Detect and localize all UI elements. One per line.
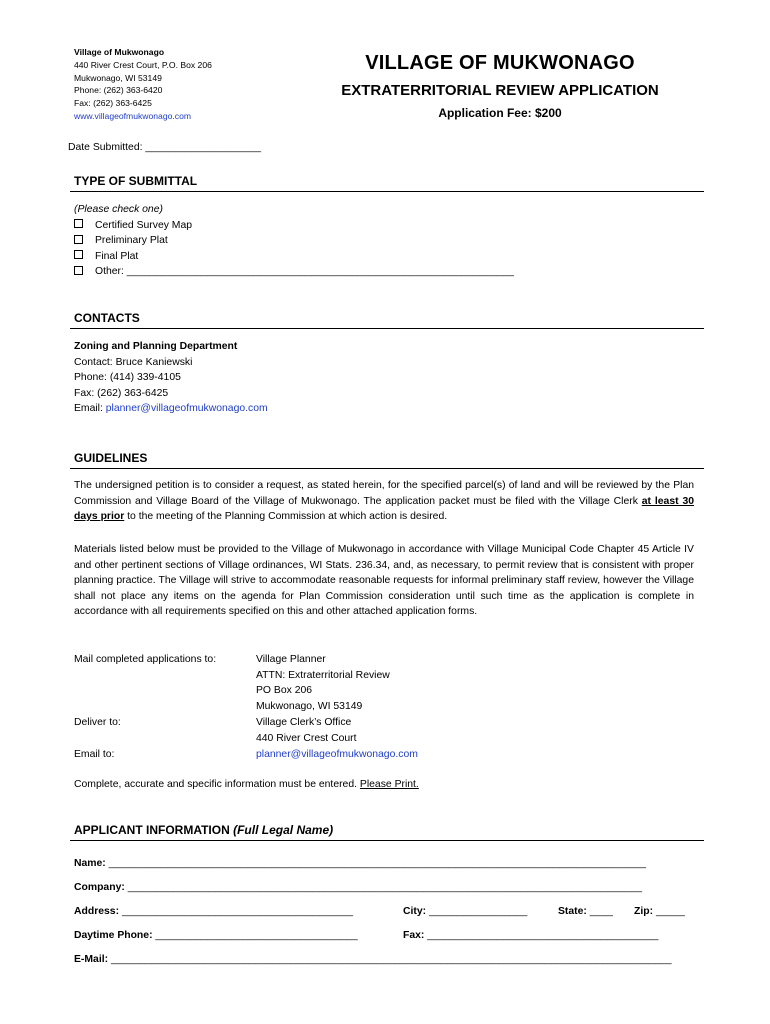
applicant-info-heading: APPLICANT INFORMATION (Full Legal Name) — [70, 823, 704, 841]
deliver-label: Deliver to: — [74, 717, 121, 728]
option-preliminary-plat[interactable]: Preliminary Plat — [74, 233, 514, 249]
print-instruction: Complete, accurate and specific information must be entered. Please Print. — [74, 779, 419, 790]
page-subtitle: EXTRATERRITORIAL REVIEW APPLICATION — [341, 82, 659, 99]
contact-email-link[interactable]: planner@villageofmukwonago.com — [105, 403, 268, 414]
daytime-phone-field[interactable]: Daytime Phone: ___________________________________ — [74, 930, 358, 941]
deadline-emphasis: at least 30 days prior — [74, 495, 695, 523]
date-submitted-field[interactable]: Date Submitted: ____________________ — [68, 142, 261, 153]
page-title: VILLAGE OF MUKWONAGO — [365, 52, 635, 74]
city-field[interactable]: City: _________________ — [403, 906, 528, 917]
guidelines-heading: GUIDELINES — [70, 451, 704, 469]
name-field[interactable]: Name: _____________________________________________________________________________________________ — [74, 858, 647, 869]
option-other[interactable]: Other: ___________________________________________________________________ — [74, 264, 514, 280]
email-to-link[interactable]: planner@villageofmukwonago.com — [256, 749, 418, 760]
header-phone: Phone: (262) 363-6420 — [74, 85, 163, 96]
contact-name: Contact: Bruce Kaniewski — [74, 356, 193, 368]
header-city: Mukwonago, WI 53149 — [74, 72, 162, 83]
application-fee: Application Fee: $200 — [438, 106, 562, 120]
header-org-name: Village of Mukwonago — [74, 47, 165, 57]
mail-address: Village Planner ATTN: Extraterritorial Review PO Box 206 Mukwonago, WI 53149 — [256, 654, 390, 712]
header-address: 440 River Crest Court, P.O. Box 206 — [74, 59, 212, 70]
type-of-submittal-heading: TYPE OF SUBMITTAL — [70, 174, 704, 192]
contacts-heading: CONTACTS — [70, 311, 704, 329]
zip-field[interactable]: Zip: _____ — [634, 906, 685, 917]
option-final-plat[interactable]: Final Plat — [74, 249, 514, 265]
email-field[interactable]: E-Mail: _________________________________________________________________________________________________ — [74, 954, 672, 965]
guidelines-paragraph-1: The undersigned petition is to consider a request, as stated herein, for the specified parcel(s) of land and will be reviewed by the Plan Commission and Village Board of the Village of Mukwonago. The application packet must be filed with the Village Clerk at least 30 days prior to the meeting of the Planning Commission at which action is desired. — [74, 480, 695, 523]
option-certified-survey-map[interactable]: Certified Survey Map — [74, 218, 514, 234]
mail-label: Mail completed applications to: — [74, 654, 217, 665]
submittal-instruction: (Please check one) — [74, 204, 163, 215]
checkbox-icon[interactable] — [74, 250, 83, 259]
checkbox-icon[interactable] — [74, 266, 83, 275]
address-field[interactable]: Address: ________________________________________ — [74, 906, 354, 917]
header-contact-block — [74, 46, 212, 123]
company-field[interactable]: Company: _________________________________________________________________________________________ — [74, 882, 643, 893]
header-website-link[interactable]: www.villageofmukwonago.com — [74, 110, 192, 121]
email-to-label: Email to: — [74, 749, 115, 760]
fax-field[interactable]: Fax: ________________________________________ — [403, 930, 659, 941]
deliver-address: Village Clerk’s Office 440 River Crest Court — [256, 717, 357, 744]
contact-email-row: Email: planner@villageofmukwonago.com — [74, 403, 268, 414]
checkbox-icon[interactable] — [74, 235, 83, 244]
submittal-options — [74, 202, 514, 280]
guidelines-paragraph-2: Materials listed below must be provided to the Village of Mukwonago in accordance with Village Municipal Code Chapter 45 Article IV and other pertinent sections of Village ordinances, WI Stats. 236.34, and, as necessary, to permit review that is consistent with proper planning practice. The Village will strive to accommodate reasonable requests for informal preliminary staff review, however the Village shall not place any items on the agenda for Plan Commission consideration until such time as the application is complete in accordance with all requirements specified on this and other attached application forms. — [74, 544, 694, 618]
contact-fax: Fax: (262) 363-6425 — [74, 387, 169, 399]
checkbox-icon[interactable] — [74, 219, 83, 228]
state-field[interactable]: State: ____ — [558, 906, 613, 917]
contact-phone: Phone: (414) 339-4105 — [74, 372, 181, 383]
header-fax: Fax: (262) 363-6425 — [74, 98, 152, 109]
contacts-block — [74, 339, 268, 417]
contact-department: Zoning and Planning Department — [74, 341, 238, 352]
